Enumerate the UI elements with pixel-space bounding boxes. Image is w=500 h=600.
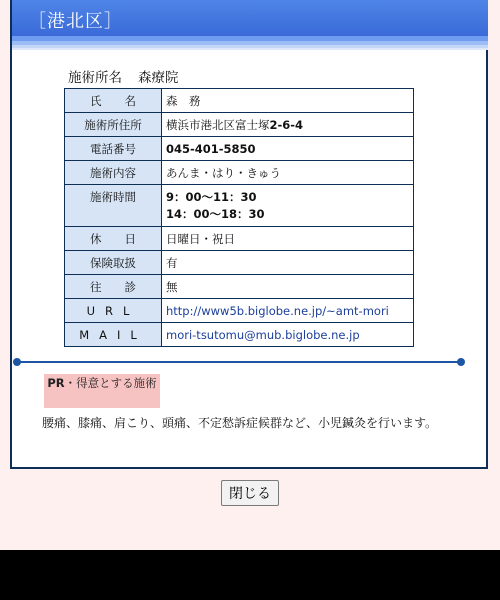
section-divider: [16, 361, 462, 363]
row-key: 施術所住所: [65, 113, 162, 137]
header-banner: [12, 0, 488, 36]
row-value: 日曜日・祝日: [162, 227, 414, 251]
row-value: 無: [162, 275, 414, 299]
pr-description: 腰痛、膝痛、肩こり、頭痛、不定愁訴症候群など、小児鍼灸を行います。: [42, 416, 438, 430]
row-value: あんま・はり・きゅう: [162, 161, 414, 185]
hours-line: 9：00〜11：30: [166, 189, 257, 204]
facility-name-line: [68, 66, 179, 86]
row-key: 保険取扱: [65, 251, 162, 275]
ward-title: ［港北区］: [28, 11, 123, 32]
row-key: 休 日: [65, 227, 162, 251]
close-button[interactable]: 閉じる: [221, 480, 279, 506]
facility-name-value: 森療院: [138, 70, 179, 86]
table-row-mail: [65, 323, 414, 347]
table-row-phone: [65, 137, 414, 161]
row-key: 往 診: [65, 275, 162, 299]
table-row-holiday: [65, 227, 414, 251]
table-row-url: [65, 299, 414, 323]
row-value: 有: [162, 251, 414, 275]
row-key: 施術内容: [65, 161, 162, 185]
row-key: MAIL: [65, 323, 162, 347]
row-value: 森 務: [162, 89, 414, 113]
row-key: 電話番号: [65, 137, 162, 161]
website-link[interactable]: http://www5b.biglobe.ne.jp/~amt-mori: [162, 299, 414, 323]
hours-line: 14：00〜18：30: [166, 206, 265, 221]
row-value: [162, 113, 414, 137]
phone-number: 045-401-5850: [162, 137, 414, 161]
table-row-address: [65, 113, 414, 137]
pr-label-rest: ・得意とする施術: [64, 376, 157, 390]
table-row-hours: [65, 185, 414, 227]
facility-name-label: 施術所名: [68, 70, 122, 86]
info-table: [64, 88, 414, 347]
address-number: 2-6-4: [269, 117, 304, 132]
email-link[interactable]: mori-tsutomu@mub.biglobe.ne.jp: [162, 323, 414, 347]
row-key: 氏 名: [65, 89, 162, 113]
table-row-name: [65, 89, 414, 113]
divider-dot: [457, 358, 465, 366]
row-key: URL: [65, 299, 162, 323]
table-row-treatment: [65, 161, 414, 185]
divider-dot: [13, 358, 21, 366]
table-row-insurance: [65, 251, 414, 275]
row-value: [162, 185, 414, 227]
table-row-house-call: [65, 275, 414, 299]
row-key: 施術時間: [65, 185, 162, 227]
address-text: 横浜市港北区富士塚: [166, 117, 270, 132]
banner-stripe: [12, 48, 488, 50]
pr-heading: [44, 374, 160, 408]
pr-label: PR: [47, 376, 65, 390]
